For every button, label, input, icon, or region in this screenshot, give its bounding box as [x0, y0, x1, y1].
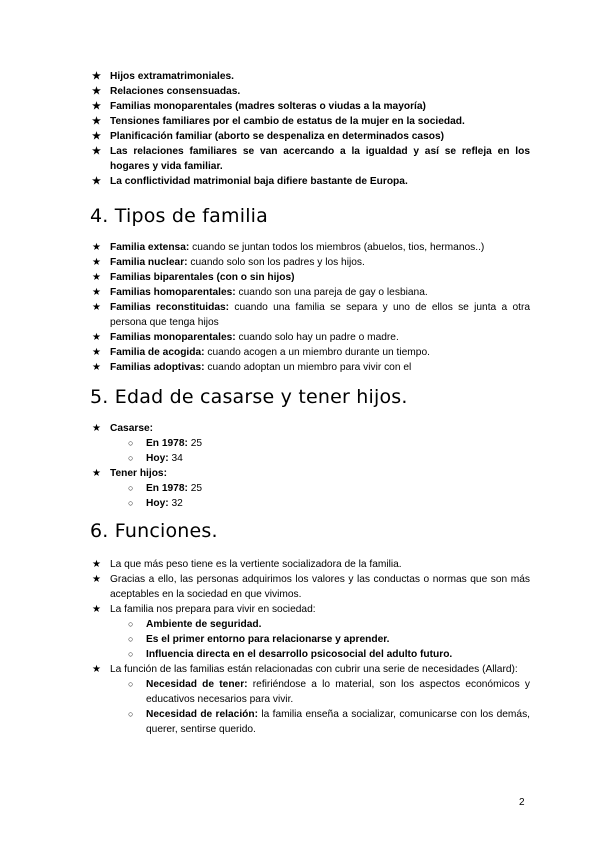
list-item: ★ La conflictividad matrimonial baja difiere bastante de Europa.: [92, 176, 408, 187]
list-item: ★ Familias reconstituidas: cuando una familia se separa y uno de ellos se junta a otra persona que tenga hijos: [92, 302, 531, 328]
section4-heading: 4. Tipos de familia: [90, 205, 269, 227]
list-item: ★ La que más peso tiene es la vertiente socializadora de la familia.: [92, 559, 402, 570]
star-bullet-icon: ★: [92, 101, 101, 112]
star-bullet-icon: ★: [92, 176, 101, 187]
list-item: ★ Familias adoptivas: cuando adoptan un miembro para vivir con el: [92, 362, 412, 373]
star-bullet-icon: ★: [92, 468, 101, 479]
section4-list: [92, 240, 530, 375]
star-bullet-icon: ★: [92, 116, 101, 127]
section6-heading: 6. Funciones.: [90, 520, 218, 542]
section5-heading: 5. Edad de casarse y tener hijos.: [90, 386, 408, 408]
circle-bullet-icon: ○: [128, 649, 134, 659]
sub-list-item: ○ Necesidad de tener: refiriéndose a lo material, son los aspectos económicos y educativos necesarios para vivir.: [128, 679, 530, 705]
star-bullet-icon: ★: [92, 347, 101, 358]
list-item: ★ Planificación familiar (aborto se despenaliza en determinados casos): [92, 131, 445, 142]
sub-list-item: ○ Necesidad de relación: la familia enseña a socializar, comunicarse con los demás, querer, sentirse querido.: [128, 709, 530, 735]
circle-bullet-icon: ○: [128, 498, 134, 508]
star-bullet-icon: ★: [92, 257, 101, 268]
star-bullet-icon: ★: [92, 302, 101, 313]
circle-bullet-icon: ○: [128, 453, 134, 463]
circle-bullet-icon: ○: [128, 634, 134, 644]
sub-list-item: ○ Ambiente de seguridad.: [128, 619, 262, 630]
list-item: ★ Familias monoparentales (madres solteras o viudas a la mayoría): [92, 101, 426, 112]
circle-bullet-icon: ○: [128, 483, 134, 493]
star-bullet-icon: ★: [92, 242, 101, 253]
list-item: ★ Familia extensa: cuando se juntan todos los miembros (abuelos, tios, hermanos..): [92, 242, 485, 253]
list-item: ★ Familias homoparentales: cuando son una pareja de gay o lesbiana.: [92, 287, 428, 298]
circle-bullet-icon: ○: [128, 619, 134, 629]
circle-bullet-icon: ○: [128, 679, 134, 689]
star-bullet-icon: ★: [92, 146, 101, 157]
star-bullet-icon: ★: [92, 423, 101, 434]
sub-list-item: ○ En 1978: 25: [128, 483, 203, 494]
list-item: ★ Familias biparentales (con o sin hijos): [92, 272, 295, 283]
star-bullet-icon: ★: [92, 287, 101, 298]
sub-list-item: ○ Influencia directa en el desarrollo psicosocial del adulto futuro.: [128, 649, 453, 660]
list-item: ★ Familia nuclear: cuando solo son los padres y los hijos.: [92, 257, 365, 268]
star-bullet-icon: ★: [92, 272, 101, 283]
list-item: ★ Casarse:: [92, 423, 154, 434]
page-number: 2: [519, 797, 525, 808]
section6-list: [92, 557, 530, 737]
star-bullet-icon: ★: [92, 604, 101, 615]
star-bullet-icon: ★: [92, 664, 101, 675]
section1-list: [92, 69, 530, 189]
sub-list-item: ○ Hoy: 34: [128, 453, 183, 464]
list-item: ★ Las relaciones familiares se van acercando a la igualdad y así se refleja en los hogares y vida familiar.: [92, 146, 530, 172]
star-bullet-icon: ★: [92, 71, 101, 82]
list-item: ★ Gracias a ello, las personas adquirimos los valores y las conductas o normas que son más aceptables en la sociedad en que vivimos.: [92, 574, 530, 600]
list-item: ★ Tener hijos:: [92, 468, 167, 479]
star-bullet-icon: ★: [92, 131, 101, 142]
sub-list-item: ○ Es el primer entorno para relacionarse y aprender.: [128, 634, 390, 645]
circle-bullet-icon: ○: [128, 438, 134, 448]
sub-list-item: ○ En 1978: 25: [128, 438, 203, 449]
section5-list: [92, 421, 530, 511]
list-item: ★ Hijos extramatrimoniales.: [92, 71, 234, 82]
star-bullet-icon: ★: [92, 332, 101, 343]
list-item: ★ Familia de acogida: cuando acogen a un miembro durante un tiempo.: [92, 347, 430, 358]
sub-list-item: ○ Hoy: 32: [128, 498, 183, 509]
star-bullet-icon: ★: [92, 559, 101, 570]
list-item: ★ Familias monoparentales: cuando solo hay un padre o madre.: [92, 332, 399, 343]
star-bullet-icon: ★: [92, 574, 101, 585]
star-bullet-icon: ★: [92, 86, 101, 97]
circle-bullet-icon: ○: [128, 709, 134, 719]
list-item: ★ Relaciones consensuadas.: [92, 86, 241, 97]
list-item: ★ Tensiones familiares por el cambio de estatus de la mujer en la sociedad.: [92, 116, 465, 127]
star-bullet-icon: ★: [92, 362, 101, 373]
list-item: ★ La función de las familias están relacionadas con cubrir una serie de necesidades (Allard):: [92, 664, 518, 675]
list-item: ★ La familia nos prepara para vivir en sociedad:: [92, 604, 316, 615]
